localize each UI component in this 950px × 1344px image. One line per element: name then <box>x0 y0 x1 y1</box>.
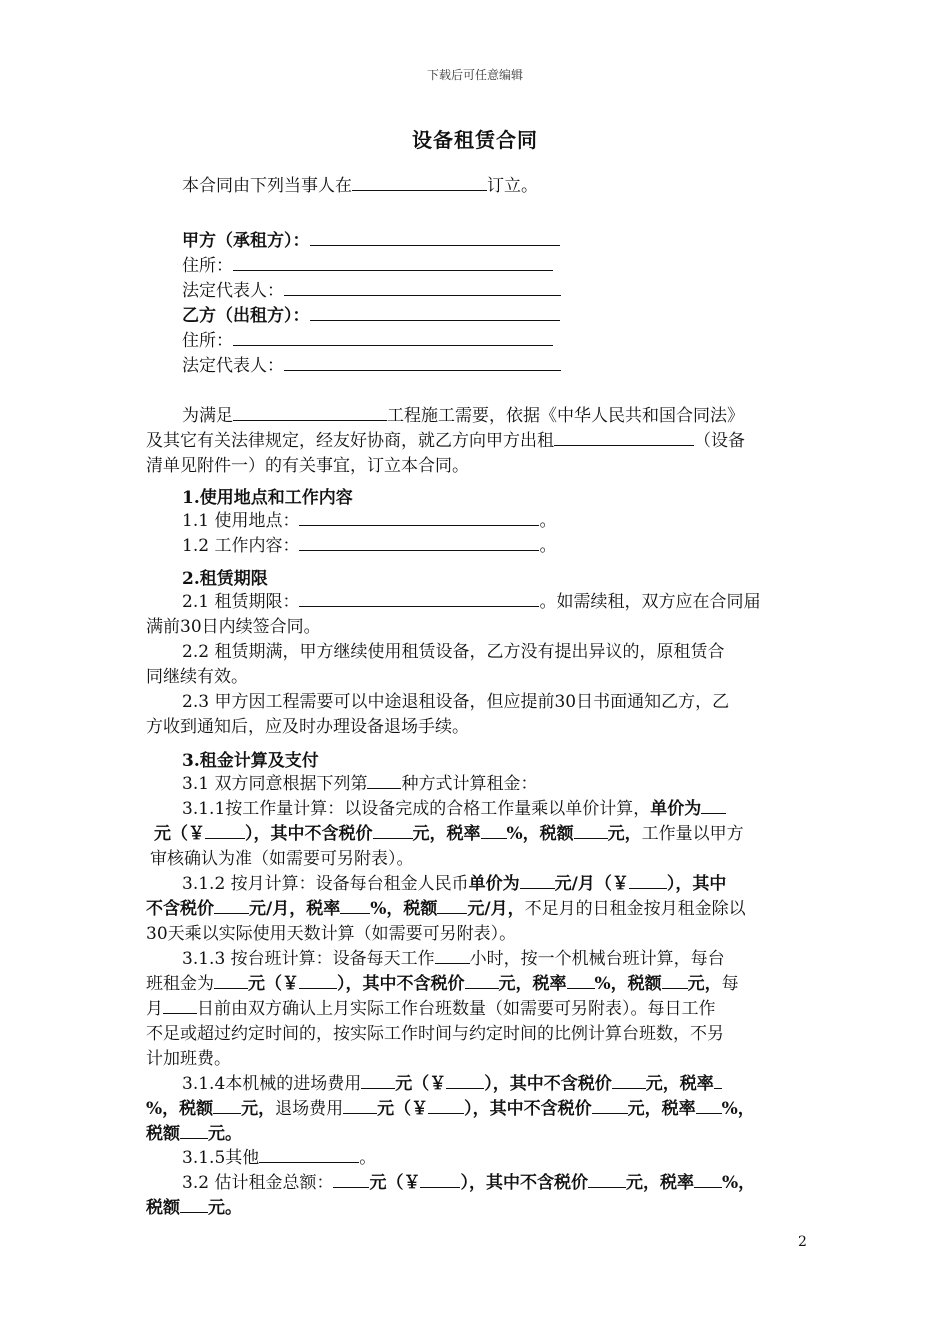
text: 种方式计算租金： <box>401 774 538 794</box>
text: 3.1 双方同意根据下列第 <box>182 774 368 794</box>
clause-3-1-1-line-3: 审核确认为准（如需要可另附表）。 <box>150 849 414 869</box>
blank-field[interactable] <box>446 1072 484 1089</box>
blank-field[interactable] <box>481 822 507 839</box>
blank-field[interactable] <box>361 1072 395 1089</box>
blank-field[interactable] <box>180 1196 208 1213</box>
text-bold: 单价为 <box>650 799 702 819</box>
clause-3-1 <box>182 772 810 796</box>
page-header: 下载后可任意编辑 <box>426 68 523 82</box>
text: 及其它有关法律规定，经友好协商，就乙方向甲方出租 <box>146 431 554 451</box>
clause-3-1-2-line-1 <box>182 872 810 896</box>
text-bold: %， <box>721 1173 756 1193</box>
text-bold: 元/月， <box>467 899 525 919</box>
text: 3.1.1按工作量计算：以设备完成的合格工作量乘以单价计算， <box>182 799 651 819</box>
text: 3.1.2 按月计算：设备每台租金人民币 <box>182 874 469 894</box>
text-bold: 元，税率 <box>627 1099 696 1119</box>
intro-text-end: 订立。 <box>487 176 538 196</box>
text: 1.2 工作内容： <box>182 536 300 556</box>
text-bold: %，税额 <box>370 899 438 919</box>
clause-3-1-4-line-3 <box>146 1122 810 1146</box>
text-bold: ），其中 <box>666 874 727 894</box>
text-bold: ），其中不含税价 <box>337 974 465 994</box>
intro-text: 本合同由下列当事人在 <box>182 176 352 196</box>
blank-field[interactable] <box>714 1072 722 1089</box>
intro-line <box>182 174 810 198</box>
section-2-title: 2.租赁期限 <box>182 569 268 589</box>
section-3-title: 3.租金计算及支付 <box>182 751 319 771</box>
clause-2-2: 2.2 租赁期满，甲方继续使用租赁设备，乙方没有提出异议的，原租赁合 <box>182 642 725 662</box>
blank-field[interactable] <box>420 1171 460 1188</box>
party-a-rep-line <box>182 279 810 303</box>
party-a-label: 甲方（承租方）： <box>182 231 310 251</box>
clause-3-1-3-line-4: 不足或超过约定时间的，按实际工作时间与约定时间的比例计算台班数，不另 <box>146 1024 724 1044</box>
text: 班租金为 <box>146 974 214 994</box>
text-bold: %，税额 <box>594 974 662 994</box>
text: 3.1.4本机械的进场费用 <box>182 1074 362 1094</box>
rep-label: 法定代表人： <box>182 281 284 301</box>
text-bold: 元（￥ <box>248 974 299 994</box>
text-bold: 元， <box>687 974 722 994</box>
blank-field[interactable] <box>299 972 337 989</box>
text-bold: 税额 <box>146 1198 180 1218</box>
blank-field[interactable] <box>233 254 553 271</box>
blank-field[interactable] <box>701 797 726 814</box>
clause-3-1-2-line-2 <box>146 897 810 921</box>
blank-field[interactable] <box>574 822 608 839</box>
text: 月 <box>146 999 163 1019</box>
blank-field[interactable] <box>205 822 245 839</box>
section-1-title: 1.使用地点和工作内容 <box>182 488 353 508</box>
party-b-label: 乙方（出租方）： <box>182 306 310 326</box>
text-bold: 单价为 <box>468 874 520 894</box>
text-bold: ），其中不含税价 <box>464 1099 592 1119</box>
blank-field[interactable] <box>259 1146 359 1163</box>
text-bold: 税额 <box>146 1124 180 1144</box>
clause-3-1-3-line-3 <box>146 997 810 1021</box>
blank-field[interactable] <box>214 897 249 914</box>
text-bold: %， <box>721 1099 755 1119</box>
text-bold: 元。 <box>208 1198 242 1218</box>
blank-field[interactable] <box>352 174 487 191</box>
rep-label: 法定代表人： <box>182 356 284 376</box>
clause-2-1-cont: 满前30日内续签合同。 <box>146 617 321 637</box>
text: 工程施工需要，依据《中华人民共和国合同法》 <box>387 406 744 426</box>
page-number: 2 <box>798 1234 807 1250</box>
clause-3-1-3-line-2 <box>146 972 810 996</box>
blank-field[interactable] <box>213 1097 241 1114</box>
text-bold: 元/月（￥ <box>554 874 629 894</box>
text: 。 <box>539 511 557 531</box>
text-bold: 元，税率 <box>498 974 567 994</box>
party-b-address-line <box>182 329 810 353</box>
text-bold: 元。 <box>208 1124 242 1144</box>
clause-3-1-4-line-1 <box>182 1072 810 1096</box>
text-bold: 元/月，税率 <box>249 899 341 919</box>
blank-field[interactable] <box>612 1072 646 1089</box>
blank-field[interactable] <box>696 1097 722 1114</box>
blank-field[interactable] <box>367 772 401 789</box>
blank-field[interactable] <box>284 354 561 371</box>
text-bold: 元， <box>607 824 642 844</box>
blank-field[interactable] <box>567 972 595 989</box>
text: 不足月的日租金按月租金除以 <box>524 899 746 919</box>
blank-field[interactable] <box>373 822 413 839</box>
clause-1-1 <box>182 509 810 533</box>
party-a-address-line <box>182 254 810 278</box>
blank-field[interactable] <box>629 872 667 889</box>
party-b-line <box>182 304 810 328</box>
clause-3-2-line-2 <box>146 1196 810 1220</box>
party-a-line <box>182 229 810 253</box>
blank-field[interactable] <box>299 534 539 551</box>
blank-field[interactable] <box>435 947 470 964</box>
text: 为满足 <box>182 406 233 426</box>
clause-2-3: 2.3 甲方因工程需要可以中途退租设备，但应提前30日书面通知乙方，乙 <box>182 692 730 712</box>
party-b-rep-line <box>182 354 810 378</box>
text-bold: 元，税率 <box>412 824 481 844</box>
text-bold: 不含税价 <box>146 899 214 919</box>
blank-field[interactable] <box>437 897 467 914</box>
preamble-line-2 <box>146 429 810 453</box>
clause-2-1 <box>182 590 810 614</box>
clause-3-1-2-line-3: 30天乘以实际使用天数计算（如需要可另附表）。 <box>146 924 517 944</box>
blank-field[interactable] <box>554 429 694 446</box>
blank-field[interactable] <box>333 1171 369 1188</box>
text: 3.1.5其他 <box>182 1148 260 1168</box>
text: 3.1.3 按台班计算：设备每天工作 <box>182 949 435 969</box>
text: 每 <box>721 974 739 994</box>
text: 。 <box>539 536 557 556</box>
clause-1-2 <box>182 534 810 558</box>
preamble-line-1 <box>182 404 810 428</box>
blank-field[interactable] <box>310 229 560 246</box>
clause-3-1-5 <box>182 1146 810 1170</box>
text: 小时，按一个机械台班计算，每台 <box>469 949 725 969</box>
text-bold: 元，税率 <box>625 1173 694 1193</box>
document-title: 设备租赁合同 <box>412 128 538 152</box>
text-bold: 元（￥ <box>377 1099 429 1119</box>
text: 退场费用 <box>275 1099 344 1119</box>
clause-3-1-3-line-1 <box>182 947 810 971</box>
blank-field[interactable] <box>662 972 688 989</box>
clause-3-1-3-line-5: 计加班费。 <box>146 1049 231 1069</box>
blank-field[interactable] <box>299 590 539 607</box>
blank-field[interactable] <box>214 972 248 989</box>
text-bold: 元（￥ <box>154 824 205 844</box>
text: 工作量以甲方 <box>641 824 744 844</box>
text-bold: %，税额 <box>146 1099 214 1119</box>
blank-field[interactable] <box>465 972 499 989</box>
clause-3-1-4-line-2 <box>146 1097 810 1121</box>
clause-3-2-line-1 <box>182 1171 810 1195</box>
blank-field[interactable] <box>592 1097 628 1114</box>
blank-field[interactable] <box>343 1097 377 1114</box>
text-bold: 元，税率 <box>645 1074 714 1094</box>
address-label: 住所： <box>182 331 233 351</box>
blank-field[interactable] <box>520 872 555 889</box>
text-bold: 元， <box>241 1099 276 1119</box>
blank-field[interactable] <box>428 1097 464 1114</box>
text-bold: %，税额 <box>506 824 574 844</box>
text-bold: 元（￥ <box>395 1074 447 1094</box>
blank-field[interactable] <box>310 304 560 321</box>
blank-field[interactable] <box>694 1171 722 1188</box>
text: 1.1 使用地点： <box>182 511 300 531</box>
address-label: 住所： <box>182 256 233 276</box>
clause-3-1-1-line-2 <box>154 822 818 846</box>
text: 2.1 租赁期限： <box>182 592 300 612</box>
blank-field[interactable] <box>340 897 370 914</box>
text: （设备 <box>694 431 745 451</box>
text: 。如需续租，双方应在合同届 <box>539 592 761 612</box>
blank-field[interactable] <box>284 279 561 296</box>
text: 。 <box>359 1148 377 1168</box>
blank-field[interactable] <box>299 509 539 526</box>
text-bold: ），其中不含税价 <box>245 824 373 844</box>
text-bold: ），其中不含税价 <box>484 1074 612 1094</box>
text-bold: ），其中不含税价 <box>460 1173 588 1193</box>
blank-field[interactable] <box>588 1171 626 1188</box>
blank-field[interactable] <box>233 404 387 421</box>
blank-field[interactable] <box>233 329 553 346</box>
blank-field[interactable] <box>180 1122 208 1139</box>
text: 日前由双方确认上月实际工作台班数量（如需要可另附表）。每日工作 <box>197 999 716 1019</box>
text-bold: 元（￥ <box>369 1173 421 1193</box>
text: 3.2 估计租金总额： <box>182 1173 334 1193</box>
clause-2-3-cont: 方收到通知后，应及时办理设备退场手续。 <box>146 717 469 737</box>
clause-3-1-1-line-1 <box>182 797 810 821</box>
clause-2-2-cont: 同继续有效。 <box>146 667 248 687</box>
preamble-line-3: 清单见附件一）的有关事宜，订立本合同。 <box>146 456 469 476</box>
blank-field[interactable] <box>163 997 197 1014</box>
